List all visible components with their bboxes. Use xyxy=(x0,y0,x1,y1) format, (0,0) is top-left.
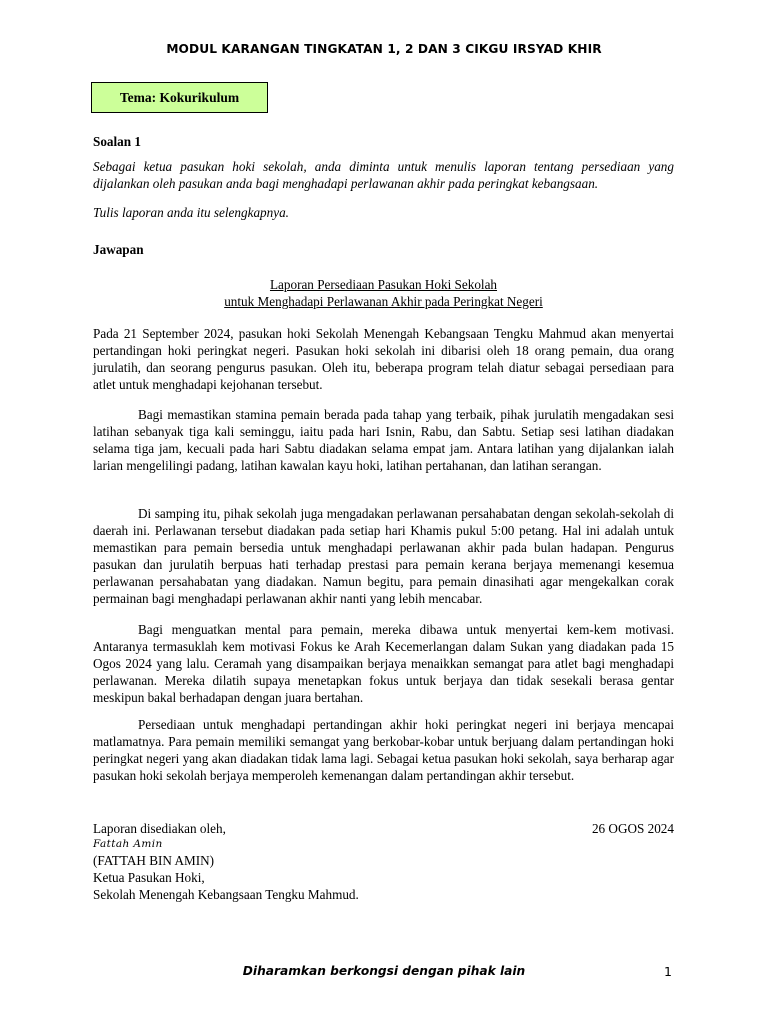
report-paragraph: Bagi memastikan stamina pemain berada pada tahap yang terbaik, pihak jurulatih mengadakan sesi latihan sebanyak tiga kali seminggu, iaitu pada hari Isnin, Rabu, dan Sabtu. Setiap sesi latihan diadakan selama tiga jam, kecuali pada hari Sabtu diadakan selama empat jam. Antara latihan yang dijalankan ialah larian mengelilingi padang, latihan kawalan kayu hoki, latihan pertahanan, dan latihan serangan. xyxy=(93,407,674,473)
footer-notice: Diharamkan berkongsi dengan pihak lain xyxy=(242,964,526,978)
report-title-line1: Laporan Persediaan Pasukan Hoki Sekolah xyxy=(269,277,498,292)
question-prompt: Sebagai ketua pasukan hoki sekolah, anda diminta untuk menulis laporan tentang persediaan yang dijalankan oleh pasukan anda bagi menghadapi perlawanan akhir pada peringkat kebangsaan. xyxy=(93,159,674,191)
report-title-line2: untuk Menghadapi Perlawanan Akhir pada Peringkat Negeri xyxy=(224,294,543,309)
signatory-position: Ketua Pasukan Hoki, xyxy=(93,870,205,885)
report-paragraph: Di samping itu, pihak sekolah juga mengadakan perlawanan persahabatan dengan sekolah-sekolah di daerah ini. Perlawanan tersebut diadakan pada setiap hari Khamis pukul 5:00 petang. Hal ini adalah untuk memastikan para pemain bersedia untuk menghadapi perlawanan akhir pada bulan hadapan. Pengurus pasukan dan jurulatih berpuas hati terhadap prestasi para pemain kerana berjaya memenangi kesemua perlawanan persahabatan yang diadakan. Namun begitu, para pemain dinasihati agar mengekalkan corak permainan bagi menghadapi perlawanan akhir nanti yang lebih mencabar. xyxy=(93,506,674,606)
signatory-name: (FATTAH BIN AMIN) xyxy=(93,853,215,868)
report-paragraph: Bagi menguatkan mental para pemain, mereka dibawa untuk menyertai kem-kem motivasi. Antaranya termasuklah kem motivasi Fokus ke Arah Kecemerlangan dalam Sukan yang diadakan pada 15 Ogos 2024 yang lalu. Ceramah yang disampaikan berjaya menaikkan semangat para atlet bagi menghadapi perlawanan. Mereka dilatih supaya menetapkan fokus untuk berjaya dan tidak sesekali berasa gentar meskipun bakal berhadapan dengan juara bertahan. xyxy=(93,622,674,705)
question-instruction: Tulis laporan anda itu selengkapnya. xyxy=(93,205,289,220)
question-heading: Soalan 1 xyxy=(93,134,142,149)
theme-label-box: Tema: Kokurikulum xyxy=(91,82,268,113)
answer-heading: Jawapan xyxy=(93,242,144,257)
signatory-school: Sekolah Menengah Kebangsaan Tengku Mahmud. xyxy=(93,887,359,902)
prepared-by-label: Laporan disediakan oleh, xyxy=(93,821,226,836)
report-date: 26 OGOS 2024 xyxy=(591,821,674,836)
report-paragraph: Persediaan untuk menghadapi pertandingan akhir hoki peringkat negeri ini berjaya mencapai matlamatnya. Para pemain memiliki semangat yang berkobar-kobar untuk berjuang dalam pertandingan hoki peringkat negeri yang akan diadakan tidak lama lagi. Sebagai ketua pasukan hoki sekolah, saya berharap agar pasukan hoki sekolah berjaya memperoleh kemenangan dalam pertandingan akhir tersebut. xyxy=(93,717,674,783)
page-number: 1 xyxy=(664,964,672,979)
report-paragraph: Pada 21 September 2024, pasukan hoki Sekolah Menengah Kebangsaan Tengku Mahmud akan menyertai pertandingan hoki peringkat negeri. Pasukan hoki sekolah ini dibarisi oleh 18 orang pemain, dua orang jurulatih, dan seorang pengurus pasukan. Oleh itu, beberapa program telah diatur sebagai persediaan para atlet untuk menghadapi kejohanan tersebut. xyxy=(93,326,674,392)
handwritten-signature: Fattah Amin xyxy=(93,838,163,850)
module-header-title: MODUL KARANGAN TINGKATAN 1, 2 DAN 3 CIKGU IRSYAD KHIR xyxy=(166,42,602,56)
